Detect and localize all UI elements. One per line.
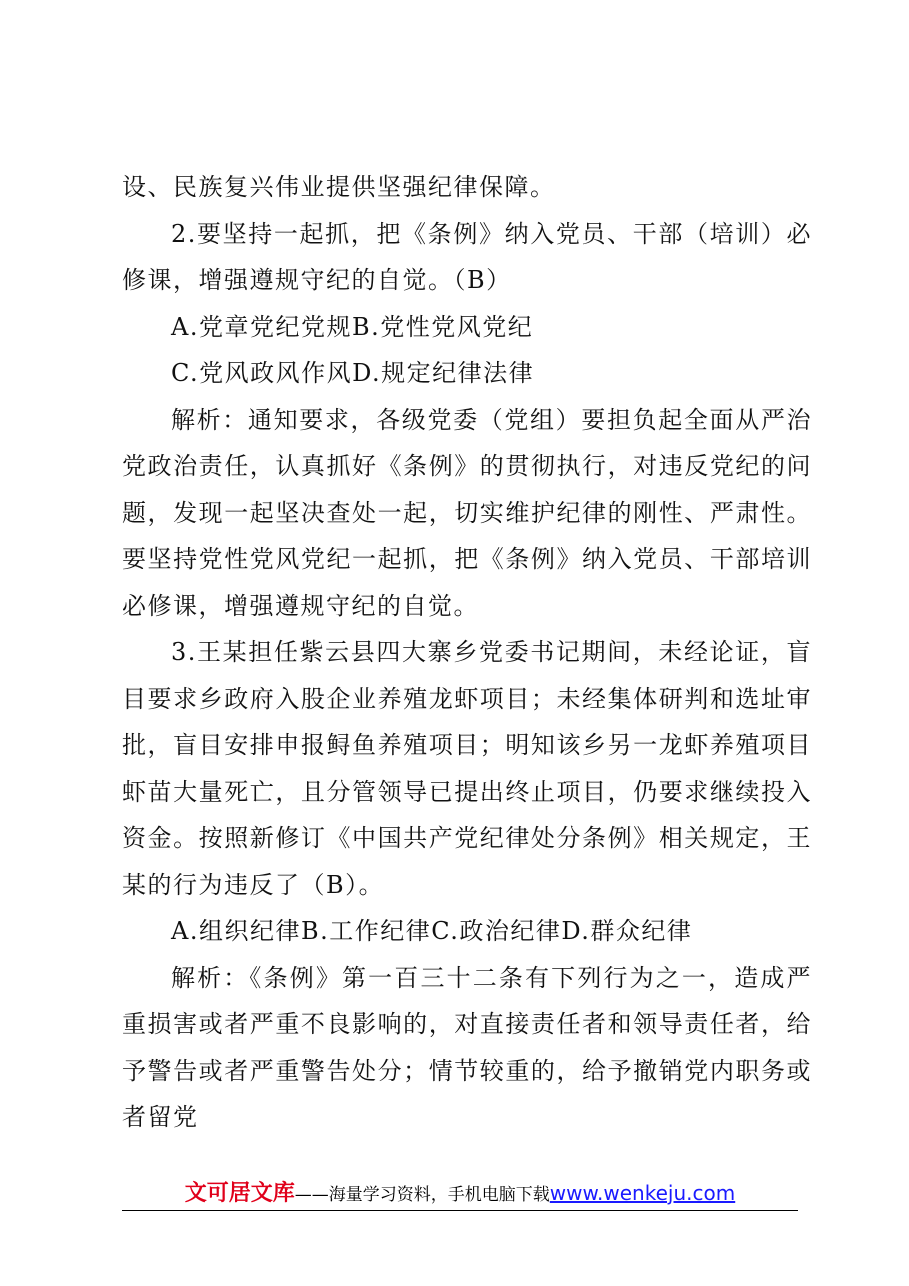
- page-footer: [122, 1178, 798, 1214]
- footer-url-link[interactable]: www.wenkeju.com: [549, 1181, 736, 1205]
- question-2-analysis: 解析：通知要求，各级党委（党组）要担负起全面从严治党政治责任，认真抓好《条例》的贯彻执行，对违反党纪的问题，发现一起坚决查处一起，切实维护纪律的刚性、严肃性。要坚持党性党风党纪一起抓，把《条例》纳入党员、干部培训必修课，增强遵规守纪的自觉。: [122, 405, 812, 620]
- footer-tagline: ——海量学习资料，手机电脑下载: [294, 1185, 550, 1205]
- question-3-analysis: 解析：《条例》第一百三十二条有下列行为之一，造成严重损害或者严重不良影响的，对直接责任者和领导责任者，给予警告或者严重警告处分；情节较重的，给予撤销党内职务或者留党: [122, 963, 812, 1131]
- footer-brand: 文可居文库: [184, 1181, 295, 1206]
- question-2: 2.要坚持一起抓，把《条例》纳入党员、干部（培训）必修课，增强遵规守纪的自觉。（B）: [122, 219, 812, 294]
- question-3: 3.王某担任紫云县四大寨乡党委书记期间，未经论证，盲目要求乡政府入股企业养殖龙虾项目；未经集体研判和选址审批，盲目安排申报鲟鱼养殖项目；明知该乡另一龙虾养殖项目虾苗大量死亡，且分管领导已提出终止项目，仍要求继续投入资金。按照新修订《中国共产党纪律处分条例》相关规定，王某的行为违反了（B）。: [122, 638, 812, 899]
- question-2-options-ab: A.党章党纪党规B.党性党风党纪: [171, 312, 534, 341]
- question-2-options-cd: C.党风政风作风D.规定纪律法律: [171, 359, 535, 387]
- question-3-options: A.组织纪律B.工作纪律C.政治纪律D.群众纪律: [171, 917, 693, 945]
- document-body: [122, 164, 812, 1141]
- footer-divider: [122, 1210, 798, 1211]
- paragraph-continuation: 设、民族复兴伟业提供坚强纪律保障。: [122, 173, 556, 201]
